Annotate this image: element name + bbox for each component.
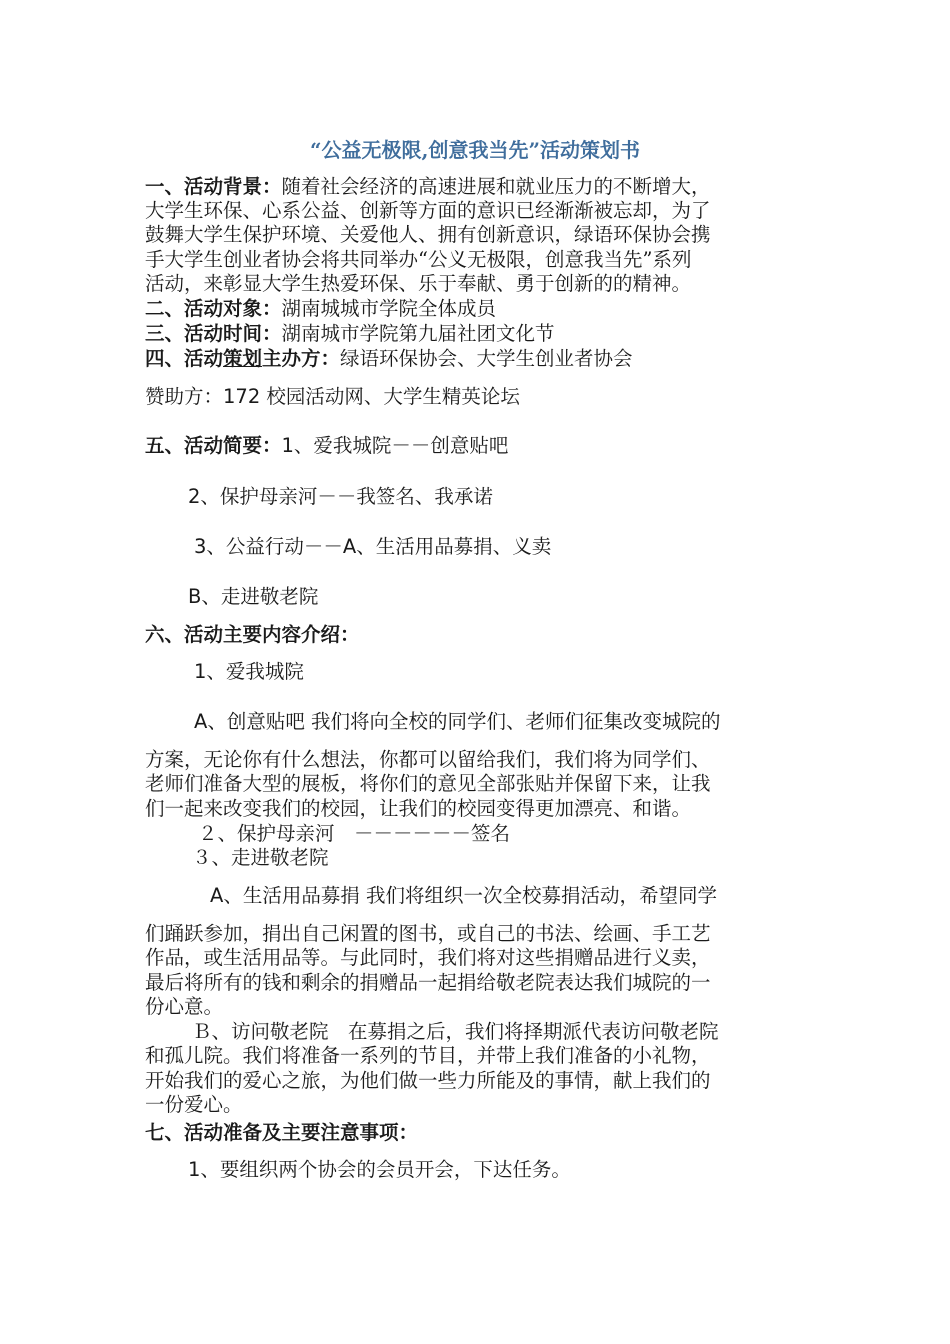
background-label: 一、活动背景： [145, 175, 282, 198]
summary-item-3b: B、走进敬老院 [188, 585, 319, 608]
time-line [145, 322, 555, 346]
document-title: “公益无极限,创意我当先”活动策划书 [310, 138, 640, 162]
content-p3a-line-5: 份心意。 [145, 995, 224, 1018]
summary-line [145, 434, 508, 458]
sponsor-line: 赞助方：172 校园活动网、大学生精英论坛 [145, 385, 520, 408]
time-text: 湖南城市学院第九届社团文化节 [281, 322, 555, 345]
background-line-1 [145, 175, 711, 199]
background-line-2: 大学生环保、心系公益、创新等方面的意识已经渐渐被忘却，为了 [145, 199, 711, 222]
content-p1-line-4: 们一起来改变我们的校园，让我们的校园变得更加漂亮、和谐。 [145, 797, 692, 820]
content-p1-line-3: 老师们准备大型的展板，将你们的意见全部张贴并保留下来，让我 [145, 772, 711, 795]
content-p3a-line-3: 作品，或生活用品等。与此同时，我们将对这些捐赠品进行义卖， [145, 946, 711, 969]
summary-item-3: 3、公益行动－－A、生活用品募捐、义卖 [194, 535, 552, 558]
organizer-label-a: 四、活动 [145, 347, 224, 370]
organizer-label-underlined: 策划 [223, 347, 263, 370]
content-heading-1: 1、爱我城院 [194, 660, 304, 683]
content-p3a-line-4: 最后将所有的钱和剩余的捐赠品一起捐给敬老院表达我们城院的一 [145, 971, 711, 994]
time-label: 三、活动时间： [145, 322, 282, 345]
summary-item-2: 2、保护母亲河－－我签名、我承诺 [188, 485, 493, 508]
target-text: 湖南城城市学院全体成员 [281, 297, 497, 320]
summary-label: 五、活动简要： [145, 434, 282, 457]
target-line [145, 297, 496, 321]
organizer-text: 绿语环保协会、大学生创业者协会 [340, 347, 633, 370]
prep-label: 七、活动准备及主要注意事项： [145, 1121, 419, 1144]
summary-item-1: 1、爱我城院－－创意贴吧 [281, 434, 509, 457]
organizer-label-b: 主办方： [262, 347, 341, 370]
organizer-line [145, 347, 633, 371]
content-p1-line-1: A、创意贴吧 我们将向全校的同学们、老师们征集改变城院的 [194, 710, 721, 733]
content-label: 六、活动主要内容介绍： [145, 623, 360, 646]
content-heading-2: ２、保护母亲河 －－－－－－签名 [198, 822, 511, 845]
background-line-5: 活动，来彰显大学生热爱环保、乐于奉献、勇于创新的的精神。 [145, 272, 692, 295]
content-p3b-line-3: 开始我们的爱心之旅，为他们做一些力所能及的事情，献上我们的 [145, 1069, 711, 1092]
background-text-1: 随着社会经济的高速进展和就业压力的不断增大， [281, 175, 711, 198]
target-label: 二、活动对象： [145, 297, 282, 320]
content-p1-line-2: 方案，无论你有什么想法，你都可以留给我们，我们将为同学们、 [145, 748, 711, 771]
content-p3a-line-1: A、生活用品募捐 我们将组织一次全校募捐活动，希望同学 [210, 884, 718, 907]
content-p3b-line-1: Ｂ、访问敬老院 在募捐之后，我们将择期派代表访问敬老院 [192, 1020, 719, 1043]
content-p3b-line-4: 一份爱心。 [145, 1093, 243, 1116]
background-line-3: 鼓舞大学生保护环境、关爱他人、拥有创新意识，绿语环保协会携 [145, 223, 711, 246]
background-line-4: 手大学生创业者协会将共同举办“公义无极限，创意我当先”系列 [145, 248, 692, 271]
content-p3b-line-2: 和孤儿院。我们将准备一系列的节目，并带上我们准备的小礼物， [145, 1044, 711, 1067]
content-p3a-line-2: 们踊跃参加，捐出自己闲置的图书，或自己的书法、绘画、手工艺 [145, 922, 711, 945]
content-heading-3: ３、走进敬老院 [192, 846, 329, 869]
prep-item-1: 1、要组织两个协会的会员开会，下达任务。 [188, 1158, 571, 1181]
